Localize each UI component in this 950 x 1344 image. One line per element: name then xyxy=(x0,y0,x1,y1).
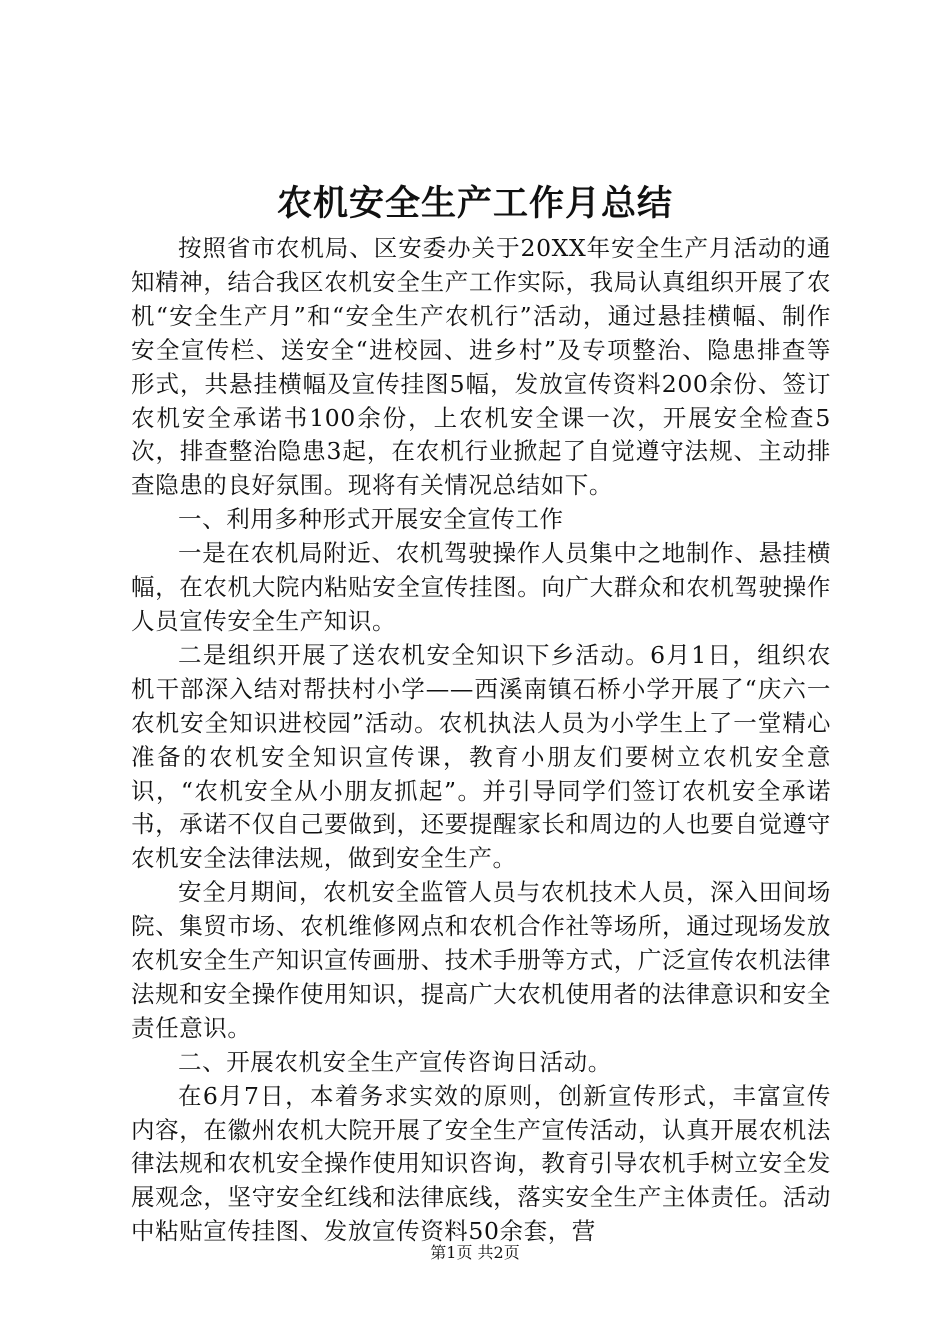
intro-paragraph: 按照省市农机局、区安委办关于20XX年安全生产月活动的通知精神，结合我区农机安全生产工作实际，我局认真组织开展了农机“安全生产月”和“安全生产农机行”活动，通过悬挂横幅、制作安全宣传栏、送安全“进校园、进乡村”及专项整治、隐患排查等形式，共悬挂横幅及宣传挂图5幅，发放宣传资料200余份、签订农机安全承诺书100余份，上农机安全课一次，开展安全检查5次，排查整治隐患3起，在农机行业掀起了自觉遵守法规、主动排查隐患的良好氛围。现将有关情况总结如下。 xyxy=(131,234,831,500)
document-title: 农机安全生产工作月总结 xyxy=(276,183,673,224)
document-body xyxy=(131,232,831,1249)
body-paragraph: 二是组织开展了送农机安全知识下乡活动。6月1日，组织农机干部深入结对帮扶村小学——西溪南镇石桥小学开展了“庆六一农机安全知识进校园”活动。农机执法人员为小学生上了一堂精心准备的农机安全知识宣传课，教育小朋友们要树立农机安全意识，“农机安全从小朋友抓起”。并引导同学们签订农机安全承诺书，承诺不仅自己要做到，还要提醒家长和周边的人也要自觉遵守农机安全法律法规，做到安全生产。 xyxy=(131,640,831,873)
body-paragraph: 安全月期间，农机安全监管人员与农机技术人员，深入田间场院、集贸市场、农机维修网点和农机合作社等场所，通过现场发放农机安全生产知识宣传画册、技术手册等方式，广泛宣传农机法律法规和安全操作使用知识，提高广大农机使用者的法律意识和安全责任意识。 xyxy=(131,878,831,1042)
page-number-footer: 第1页 共2页 xyxy=(430,1243,520,1262)
section-heading-2: 二、开展农机安全生产宣传咨询日活动。 xyxy=(178,1047,612,1076)
section-heading-1: 一、利用多种形式开展安全宣传工作 xyxy=(178,505,564,534)
body-paragraph: 在6月7日，本着务求实效的原则，创新宣传形式，丰富宣传内容，在徽州农机大院开展了安全生产宣传活动，认真开展农机法律法规和农机安全操作使用知识咨询，教育引导农机手树立安全发展观念，坚守安全红线和法律底线，落实安全生产主体责任。活动中粘贴宣传挂图、发放宣传资料50余套，营 xyxy=(131,1081,831,1246)
body-paragraph: 一是在农机局附近、农机驾驶操作人员集中之地制作、悬挂横幅，在农机大院内粘贴安全宣传挂图。向广大群众和农机驾驶操作人员宣传安全生产知识。 xyxy=(131,539,831,635)
